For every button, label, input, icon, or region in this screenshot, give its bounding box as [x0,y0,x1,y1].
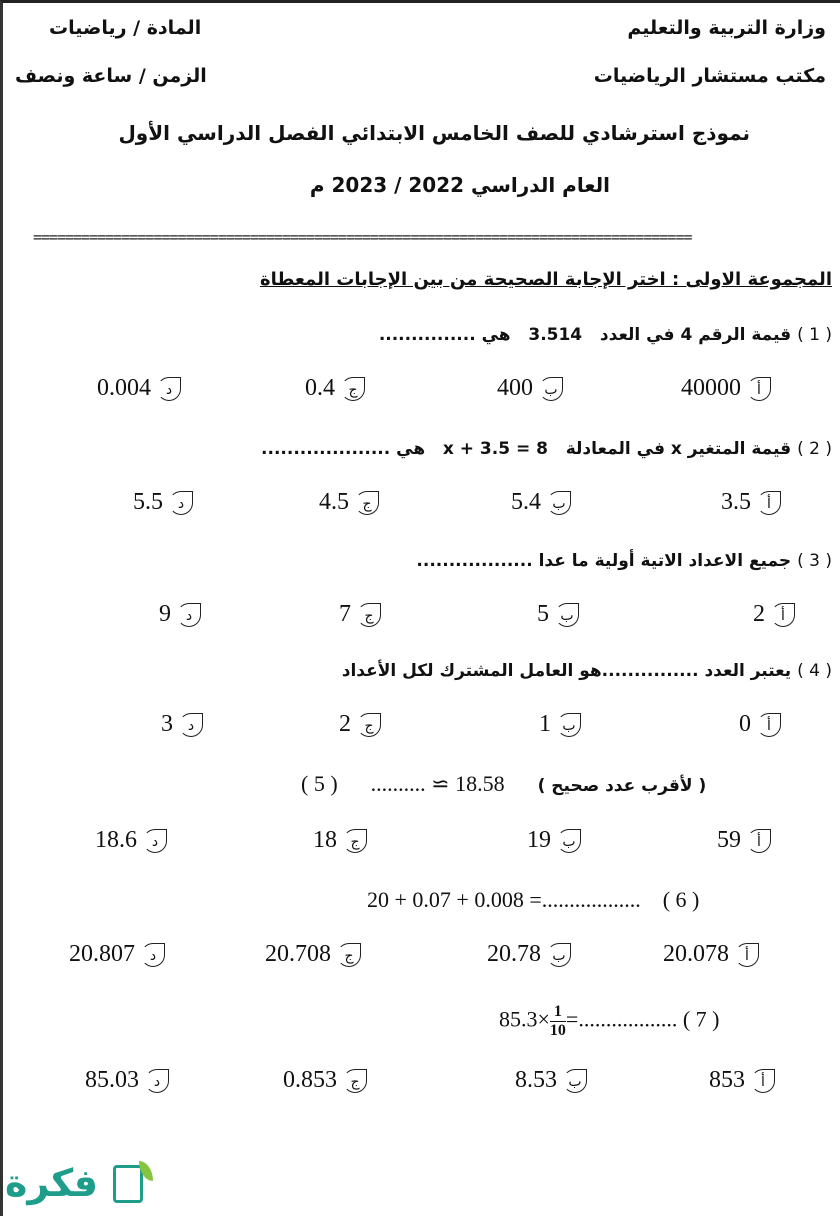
option-a[interactable] [717,827,771,854]
separator-line: ================================================================================== [33,229,692,245]
option-value: 19 [527,827,551,853]
option-a[interactable] [753,601,795,628]
option-letter: ب [547,491,571,515]
option-value: 400 [497,375,533,401]
option-value: 2 [339,711,351,737]
option-value: 20.807 [69,941,135,967]
option-letter: د [179,713,203,737]
option-value: 59 [717,827,741,853]
option-letter: ج [355,491,379,515]
option-value: 7 [339,601,351,627]
group-title: المجموعة الاولى : اختر الإجابة الصحيحة من بين الإجابات المعطاة [259,269,832,290]
option-value: 85.03 [85,1067,139,1093]
question-expr-left: 85.3× [499,1006,550,1032]
option-d[interactable] [97,375,181,402]
option-d[interactable] [95,827,167,854]
option-letter: د [177,603,201,627]
question-3 [416,551,832,571]
option-letter: أ [747,377,771,401]
option-a[interactable] [663,941,759,968]
fraction [550,1003,566,1040]
option-b[interactable] [487,941,571,968]
option-value: 20.78 [487,941,541,967]
question-number: ( 4 ) [797,661,832,681]
option-letter: د [143,829,167,853]
question-number: ( 7 ) [682,1006,720,1032]
option-value: 9 [159,601,171,627]
option-letter: أ [751,1069,775,1093]
option-c[interactable] [265,941,361,968]
option-letter: ج [337,943,361,967]
question-4 [342,661,832,681]
option-a[interactable] [739,711,781,738]
question-number: ( 5 ) [301,771,338,796]
option-letter: ب [555,603,579,627]
option-d[interactable] [159,601,201,628]
site-logo [5,1161,155,1219]
option-value: 18.6 [95,827,137,853]
option-a[interactable] [721,489,781,516]
option-d[interactable] [85,1067,169,1094]
option-value: 5.5 [133,489,163,515]
option-value: 853 [709,1067,745,1093]
option-value: 5.4 [511,489,541,515]
question-tail: هي .................... [261,439,426,459]
question-number: ( 2 ) [797,439,832,459]
option-letter: أ [735,943,759,967]
question-expr: 20 + 0.07 + 0.008 =.................. [367,887,641,912]
option-value: 1 [539,711,551,737]
option-letter: أ [757,491,781,515]
option-letter: د [169,491,193,515]
time-label: الزمن / ساعة ونصف [15,65,207,87]
option-b[interactable] [511,489,571,516]
option-letter: د [145,1069,169,1093]
office-name: مكتب مستشار الرياضيات [593,65,826,87]
option-letter: ب [547,943,571,967]
option-letter: ب [557,829,581,853]
question-2 [261,439,832,459]
option-letter: ب [557,713,581,737]
option-b[interactable] [539,711,581,738]
ministry-name: وزارة التربية والتعليم [627,17,826,39]
option-c[interactable] [339,601,381,628]
option-value: 5 [537,601,549,627]
option-c[interactable] [339,711,381,738]
fraction-denominator: 10 [549,1022,566,1039]
option-value: 40000 [681,375,741,401]
option-b[interactable] [497,375,563,402]
option-value: 20.078 [663,941,729,967]
option-letter: ج [357,713,381,737]
question-5 [301,771,706,797]
question-expr: 18.58 ≃ .......... [370,771,505,796]
option-letter: أ [747,829,771,853]
option-letter: ج [357,603,381,627]
option-letter: ب [539,377,563,401]
option-value: 4.5 [319,489,349,515]
question-text: قيمة المتغير x في المعادلة [565,439,792,459]
option-letter: ج [343,1069,367,1093]
option-value: 0 [739,711,751,737]
question-1 [379,325,832,345]
option-letter: د [157,377,181,401]
option-letter: ج [343,829,367,853]
question-expr-right: =.................. [565,1006,678,1032]
option-d[interactable] [161,711,203,738]
question-number: ( 6 ) [662,887,700,912]
question-7 [499,1003,720,1040]
fraction-numerator: 1 [550,1003,566,1022]
option-b[interactable] [515,1067,587,1094]
option-value: 18 [313,827,337,853]
question-value: 3.514 [528,325,583,345]
question-text: يعتبر العدد ...............هو العامل المشترك لكل الأعداد [341,661,792,681]
question-tail: هي ............... [378,325,511,345]
option-c[interactable] [283,1067,367,1094]
question-number: ( 1 ) [797,325,832,345]
option-value: 8.53 [515,1067,557,1093]
option-b[interactable] [527,827,581,854]
option-value: 3.5 [721,489,751,515]
option-value: 3 [161,711,173,737]
question-number: ( 3 ) [797,551,832,571]
option-d[interactable] [133,489,193,516]
option-c[interactable] [313,827,367,854]
option-d[interactable] [69,941,165,968]
option-a[interactable] [709,1067,775,1094]
option-c[interactable] [319,489,379,516]
option-letter: أ [771,603,795,627]
option-value: 0.004 [97,375,151,401]
question-note: ( لأقرب عدد صحيح ) [537,776,707,796]
question-text: قيمة الرقم 4 في العدد [599,325,792,345]
option-value: 0.853 [283,1067,337,1093]
option-letter: أ [757,713,781,737]
subject-label: المادة / رياضيات [49,17,202,39]
option-c[interactable] [305,375,365,402]
option-letter: د [141,943,165,967]
option-letter: ب [563,1069,587,1093]
option-value: 20.708 [265,941,331,967]
option-value: 2 [753,601,765,627]
question-6 [367,887,699,913]
option-value: 0.4 [305,375,335,401]
option-a[interactable] [681,375,771,402]
exam-title: نموذج استرشادي للصف الخامس الابتدائي الفصل الدراسي الأول [118,121,750,145]
question-text: جميع الاعداد الاتية أولية ما عدا .................. [416,551,792,571]
option-letter: ج [341,377,365,401]
option-b[interactable] [537,601,579,628]
book-leaf-icon [113,1165,143,1203]
academic-year: العام الدراسي 2022 / 2023 م [309,173,610,197]
question-value: x + 3.5 = 8 [442,439,548,459]
logo-text: فكرة [5,1161,99,1205]
